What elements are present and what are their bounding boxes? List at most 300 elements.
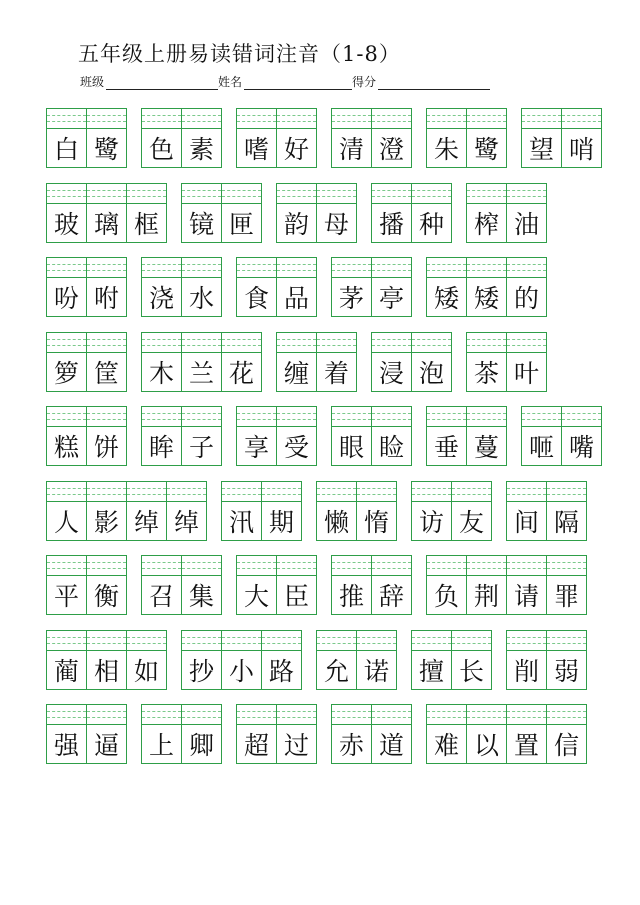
pinyin-writing-area[interactable]	[372, 258, 411, 278]
pinyin-writing-area[interactable]	[47, 333, 86, 353]
pinyin-writing-area[interactable]	[412, 482, 451, 502]
hanzi-character: 惰	[363, 507, 389, 537]
pinyin-writing-area[interactable]	[427, 705, 466, 725]
score-blank[interactable]	[378, 77, 490, 90]
character-cell	[182, 332, 222, 392]
hanzi-character: 难	[433, 731, 459, 760]
character-cell	[46, 108, 87, 168]
pinyin-writing-area[interactable]	[87, 184, 126, 204]
pinyin-writing-area[interactable]	[87, 705, 126, 725]
pinyin-writing-area[interactable]	[47, 482, 86, 502]
hanzi-character: 播	[378, 209, 404, 239]
hanzi-character: 受	[283, 433, 309, 462]
pinyin-writing-area[interactable]	[372, 109, 411, 129]
hanzi-character: 眸	[148, 433, 174, 462]
pinyin-writing-area[interactable]	[47, 705, 86, 725]
pinyin-writing-area[interactable]	[357, 631, 396, 651]
pinyin-writing-area[interactable]	[182, 109, 221, 129]
character-cell	[331, 257, 372, 317]
character-cell	[466, 183, 507, 243]
hanzi-character: 召	[148, 582, 174, 611]
hanzi-character: 道	[378, 731, 404, 760]
character-cell	[46, 481, 87, 541]
character-cell	[167, 481, 207, 541]
pinyin-writing-area[interactable]	[277, 407, 316, 427]
character-cell	[87, 481, 127, 541]
character-cell	[87, 630, 127, 690]
pinyin-writing-area[interactable]	[562, 407, 601, 427]
pinyin-writing-area[interactable]	[237, 705, 276, 725]
word-box	[331, 108, 412, 168]
character-cell	[507, 257, 547, 317]
pinyin-writing-area[interactable]	[332, 705, 371, 725]
character-cell	[426, 406, 467, 466]
word-box	[276, 183, 357, 243]
character-cell	[467, 406, 507, 466]
character-cell	[87, 555, 127, 615]
character-cell	[426, 108, 467, 168]
hanzi-character: 朱	[433, 135, 459, 164]
pinyin-writing-area[interactable]	[332, 407, 371, 427]
pinyin-writing-area[interactable]	[507, 705, 546, 725]
hanzi-character: 种	[418, 209, 444, 239]
pinyin-writing-area[interactable]	[372, 705, 411, 725]
pinyin-writing-area[interactable]	[277, 705, 316, 725]
pinyin-writing-area[interactable]	[47, 184, 86, 204]
class-label: 班级	[80, 75, 105, 89]
hanzi-character: 上	[148, 731, 174, 760]
word-box	[221, 481, 302, 541]
hanzi-character: 长	[458, 656, 484, 686]
character-cell	[236, 555, 277, 615]
pinyin-writing-area[interactable]	[507, 631, 546, 651]
character-cell	[46, 183, 87, 243]
pinyin-writing-area[interactable]	[277, 556, 316, 576]
pinyin-writing-area[interactable]	[87, 631, 126, 651]
word-box	[46, 108, 127, 168]
character-cell	[411, 481, 452, 541]
character-cell	[46, 406, 87, 466]
word-box	[411, 630, 492, 690]
character-cell	[277, 406, 317, 466]
pinyin-writing-area[interactable]	[87, 109, 126, 129]
pinyin-writing-area[interactable]	[142, 556, 181, 576]
word-box	[236, 257, 317, 317]
pinyin-writing-area[interactable]	[372, 407, 411, 427]
hanzi-character: 清	[338, 135, 364, 164]
pinyin-writing-area[interactable]	[142, 109, 181, 129]
pinyin-writing-area[interactable]	[47, 407, 86, 427]
pinyin-writing-area[interactable]	[357, 482, 396, 502]
character-cell	[182, 406, 222, 466]
pinyin-writing-area[interactable]	[237, 407, 276, 427]
name-blank[interactable]	[244, 77, 352, 90]
character-cell	[181, 630, 222, 690]
pinyin-writing-area[interactable]	[142, 407, 181, 427]
character-cell	[466, 332, 507, 392]
character-cell	[87, 704, 127, 764]
hanzi-character: 叶	[513, 358, 539, 388]
pinyin-writing-area[interactable]	[47, 258, 86, 278]
hanzi-character: 水	[188, 284, 214, 313]
character-cell	[46, 704, 87, 764]
hanzi-character: 抄	[188, 656, 214, 686]
hanzi-character: 璃	[93, 209, 119, 239]
word-box	[521, 108, 602, 168]
word-box	[331, 257, 412, 317]
pinyin-writing-area[interactable]	[182, 407, 221, 427]
hanzi-character: 兰	[188, 358, 214, 388]
hanzi-character: 推	[338, 582, 364, 611]
pinyin-writing-area[interactable]	[372, 184, 411, 204]
hanzi-character: 削	[513, 656, 539, 686]
pinyin-writing-area[interactable]	[427, 258, 466, 278]
pinyin-writing-area[interactable]	[222, 482, 261, 502]
pinyin-writing-area[interactable]	[547, 482, 586, 502]
hanzi-character: 油	[513, 209, 539, 239]
character-cell	[331, 704, 372, 764]
hanzi-character: 花	[228, 358, 254, 388]
pinyin-writing-area[interactable]	[87, 258, 126, 278]
character-cell	[331, 555, 372, 615]
pinyin-writing-area[interactable]	[507, 482, 546, 502]
word-box	[331, 406, 412, 466]
hanzi-character: 着	[323, 358, 349, 388]
hanzi-character: 镜	[188, 209, 214, 239]
character-cell	[87, 332, 127, 392]
character-cell	[222, 183, 262, 243]
hanzi-character: 影	[93, 507, 119, 537]
character-cell	[411, 630, 452, 690]
pinyin-writing-area[interactable]	[317, 333, 356, 353]
pinyin-writing-area[interactable]	[332, 109, 371, 129]
character-cell	[506, 481, 547, 541]
word-box	[371, 183, 452, 243]
pinyin-writing-area[interactable]	[47, 556, 86, 576]
pinyin-writing-area[interactable]	[317, 631, 356, 651]
word-box	[46, 406, 127, 466]
hanzi-character: 茶	[473, 358, 499, 388]
hanzi-character: 木	[148, 358, 174, 388]
character-cell	[317, 332, 357, 392]
pinyin-writing-area[interactable]	[182, 184, 221, 204]
hanzi-character: 期	[268, 507, 294, 537]
hanzi-character: 咐	[93, 284, 119, 313]
hanzi-character: 诺	[363, 656, 389, 686]
class-blank[interactable]	[106, 77, 218, 90]
word-box	[236, 406, 317, 466]
character-cell	[357, 630, 397, 690]
character-cell	[222, 332, 262, 392]
hanzi-character: 哨	[568, 135, 594, 164]
word-box	[181, 183, 262, 243]
pinyin-writing-area[interactable]	[87, 556, 126, 576]
word-box	[426, 257, 547, 317]
character-cell	[507, 555, 547, 615]
hanzi-character: 筐	[93, 358, 119, 388]
pinyin-writing-area[interactable]	[467, 109, 506, 129]
pinyin-writing-area[interactable]	[277, 109, 316, 129]
pinyin-writing-area[interactable]	[467, 556, 506, 576]
hanzi-character: 集	[188, 582, 214, 611]
character-cell	[372, 555, 412, 615]
word-box	[426, 108, 507, 168]
character-cell	[331, 406, 372, 466]
pinyin-writing-area[interactable]	[412, 333, 451, 353]
word-box	[141, 332, 262, 392]
word-box	[46, 630, 167, 690]
character-cell	[46, 630, 87, 690]
pinyin-writing-area[interactable]	[127, 184, 166, 204]
character-cell	[87, 257, 127, 317]
pinyin-writing-area[interactable]	[182, 333, 221, 353]
word-box	[426, 704, 587, 764]
character-cell	[412, 183, 452, 243]
pinyin-writing-area[interactable]	[547, 705, 586, 725]
hanzi-character: 蔓	[473, 433, 499, 462]
pinyin-writing-area[interactable]	[237, 556, 276, 576]
pinyin-writing-area[interactable]	[412, 631, 451, 651]
word-box	[276, 332, 357, 392]
hanzi-character: 矮	[473, 284, 499, 313]
character-cell	[141, 332, 182, 392]
pinyin-writing-area[interactable]	[317, 184, 356, 204]
hanzi-character: 食	[243, 284, 269, 313]
word-box	[426, 406, 507, 466]
hanzi-character: 负	[433, 582, 459, 611]
pinyin-writing-area[interactable]	[87, 407, 126, 427]
hanzi-character: 隔	[553, 507, 579, 537]
hanzi-character: 绰	[133, 507, 159, 537]
hanzi-character: 如	[133, 656, 159, 686]
character-cell	[182, 555, 222, 615]
pinyin-writing-area[interactable]	[182, 556, 221, 576]
character-cell	[141, 406, 182, 466]
character-cell	[507, 332, 547, 392]
character-cell	[506, 630, 547, 690]
hanzi-character: 色	[148, 135, 174, 164]
hanzi-character: 路	[268, 656, 294, 686]
word-box	[46, 332, 127, 392]
pinyin-writing-area[interactable]	[507, 556, 546, 576]
word-box	[141, 257, 222, 317]
pinyin-writing-area[interactable]	[87, 333, 126, 353]
hanzi-character: 弱	[553, 656, 579, 686]
pinyin-writing-area[interactable]	[237, 109, 276, 129]
pinyin-writing-area[interactable]	[467, 705, 506, 725]
word-box	[236, 704, 317, 764]
pinyin-writing-area[interactable]	[142, 258, 181, 278]
pinyin-writing-area[interactable]	[332, 258, 371, 278]
character-cell	[372, 704, 412, 764]
hanzi-character: 赤	[338, 731, 364, 760]
word-box	[46, 183, 167, 243]
pinyin-writing-area[interactable]	[372, 333, 411, 353]
hanzi-character: 过	[283, 731, 309, 760]
hanzi-character: 汛	[228, 507, 254, 537]
pinyin-writing-area[interactable]	[277, 258, 316, 278]
word-box	[466, 332, 547, 392]
score-label: 得分	[352, 75, 377, 89]
pinyin-writing-area[interactable]	[467, 333, 506, 353]
character-cell	[467, 108, 507, 168]
character-cell	[426, 257, 467, 317]
word-box	[141, 108, 222, 168]
pinyin-writing-area[interactable]	[87, 482, 126, 502]
character-cell	[182, 257, 222, 317]
pinyin-writing-area[interactable]	[562, 109, 601, 129]
hanzi-character: 荆	[473, 582, 499, 611]
pinyin-writing-area[interactable]	[412, 184, 451, 204]
pinyin-writing-area[interactable]	[142, 333, 181, 353]
hanzi-character: 逼	[93, 731, 119, 760]
hanzi-character: 嘴	[568, 433, 594, 462]
word-box	[181, 630, 302, 690]
pinyin-writing-area[interactable]	[277, 184, 316, 204]
pinyin-writing-area[interactable]	[467, 184, 506, 204]
word-box	[371, 332, 452, 392]
character-cell	[276, 183, 317, 243]
hanzi-character: 小	[228, 656, 254, 686]
pinyin-writing-area[interactable]	[332, 556, 371, 576]
pinyin-writing-area[interactable]	[467, 258, 506, 278]
pinyin-writing-area[interactable]	[507, 333, 546, 353]
character-cell	[141, 704, 182, 764]
word-box	[521, 406, 602, 466]
pinyin-writing-area[interactable]	[237, 258, 276, 278]
hanzi-character: 咂	[528, 433, 554, 462]
page-title: 五年级上册易读错词注音（1-8）	[78, 42, 401, 66]
hanzi-character: 矮	[433, 284, 459, 313]
character-cell	[277, 555, 317, 615]
character-cell	[452, 481, 492, 541]
hanzi-character: 人	[53, 507, 79, 537]
hanzi-character: 素	[188, 135, 214, 164]
pinyin-writing-area[interactable]	[427, 407, 466, 427]
word-box	[506, 481, 587, 541]
hanzi-character: 白	[53, 135, 79, 164]
pinyin-writing-area[interactable]	[522, 407, 561, 427]
hanzi-character: 卿	[188, 731, 214, 760]
character-cell	[547, 630, 587, 690]
character-cell	[46, 332, 87, 392]
pinyin-writing-area[interactable]	[372, 556, 411, 576]
pinyin-writing-area[interactable]	[127, 631, 166, 651]
pinyin-writing-area[interactable]	[507, 258, 546, 278]
character-cell	[182, 108, 222, 168]
character-cell	[46, 555, 87, 615]
hanzi-character: 好	[283, 135, 309, 164]
pinyin-writing-area[interactable]	[427, 556, 466, 576]
character-cell	[372, 108, 412, 168]
pinyin-writing-area[interactable]	[182, 631, 221, 651]
pinyin-writing-area[interactable]	[262, 631, 301, 651]
hanzi-character: 箩	[53, 358, 79, 388]
word-box	[426, 555, 587, 615]
student-info-line	[80, 73, 490, 90]
pinyin-writing-area[interactable]	[467, 407, 506, 427]
word-box	[141, 704, 222, 764]
character-cell	[521, 406, 562, 466]
character-cell	[277, 257, 317, 317]
hanzi-character: 子	[188, 433, 214, 462]
word-box	[331, 555, 412, 615]
pinyin-writing-area[interactable]	[522, 109, 561, 129]
word-box	[331, 704, 412, 764]
word-box	[141, 406, 222, 466]
character-cell	[127, 183, 167, 243]
pinyin-writing-area[interactable]	[142, 705, 181, 725]
character-cell	[521, 108, 562, 168]
pinyin-writing-area[interactable]	[262, 482, 301, 502]
hanzi-character: 嗜	[243, 135, 269, 164]
pinyin-writing-area[interactable]	[277, 333, 316, 353]
pinyin-writing-area[interactable]	[547, 556, 586, 576]
pinyin-writing-area[interactable]	[47, 109, 86, 129]
hanzi-character: 望	[528, 135, 554, 164]
pinyin-writing-area[interactable]	[452, 482, 491, 502]
hanzi-character: 匣	[228, 209, 254, 239]
hanzi-character: 浇	[148, 284, 174, 313]
hanzi-character: 母	[323, 209, 349, 239]
character-cell	[372, 257, 412, 317]
pinyin-writing-area[interactable]	[127, 482, 166, 502]
hanzi-character: 访	[418, 507, 444, 537]
pinyin-writing-area[interactable]	[182, 258, 221, 278]
word-box	[46, 704, 127, 764]
pinyin-writing-area[interactable]	[222, 631, 261, 651]
character-cell	[262, 630, 302, 690]
character-cell	[547, 481, 587, 541]
character-cell	[452, 630, 492, 690]
pinyin-writing-area[interactable]	[427, 109, 466, 129]
character-cell	[547, 704, 587, 764]
pinyin-writing-area[interactable]	[222, 184, 261, 204]
pinyin-writing-area[interactable]	[452, 631, 491, 651]
character-cell	[141, 108, 182, 168]
character-cell	[221, 481, 262, 541]
hanzi-character: 茅	[338, 284, 364, 313]
word-box	[466, 183, 547, 243]
hanzi-character: 间	[513, 507, 539, 537]
pinyin-writing-area[interactable]	[547, 631, 586, 651]
word-box	[46, 481, 207, 541]
word-box	[411, 481, 492, 541]
character-cell	[46, 257, 87, 317]
hanzi-character: 罪	[553, 582, 579, 611]
pinyin-writing-area[interactable]	[167, 482, 206, 502]
hanzi-character: 浸	[378, 358, 404, 388]
character-cell	[371, 332, 412, 392]
character-cell	[127, 630, 167, 690]
hanzi-character: 允	[323, 656, 349, 686]
character-cell	[547, 555, 587, 615]
pinyin-writing-area[interactable]	[182, 705, 221, 725]
character-cell	[467, 257, 507, 317]
pinyin-writing-area[interactable]	[222, 333, 261, 353]
character-cell	[87, 183, 127, 243]
pinyin-writing-area[interactable]	[317, 482, 356, 502]
character-cell	[236, 406, 277, 466]
character-cell	[426, 704, 467, 764]
character-cell	[141, 257, 182, 317]
pinyin-writing-area[interactable]	[507, 184, 546, 204]
pinyin-writing-area[interactable]	[47, 631, 86, 651]
hanzi-character: 吩	[53, 284, 79, 313]
hanzi-character: 蔺	[53, 656, 79, 686]
hanzi-character: 品	[283, 284, 309, 313]
character-cell	[236, 704, 277, 764]
